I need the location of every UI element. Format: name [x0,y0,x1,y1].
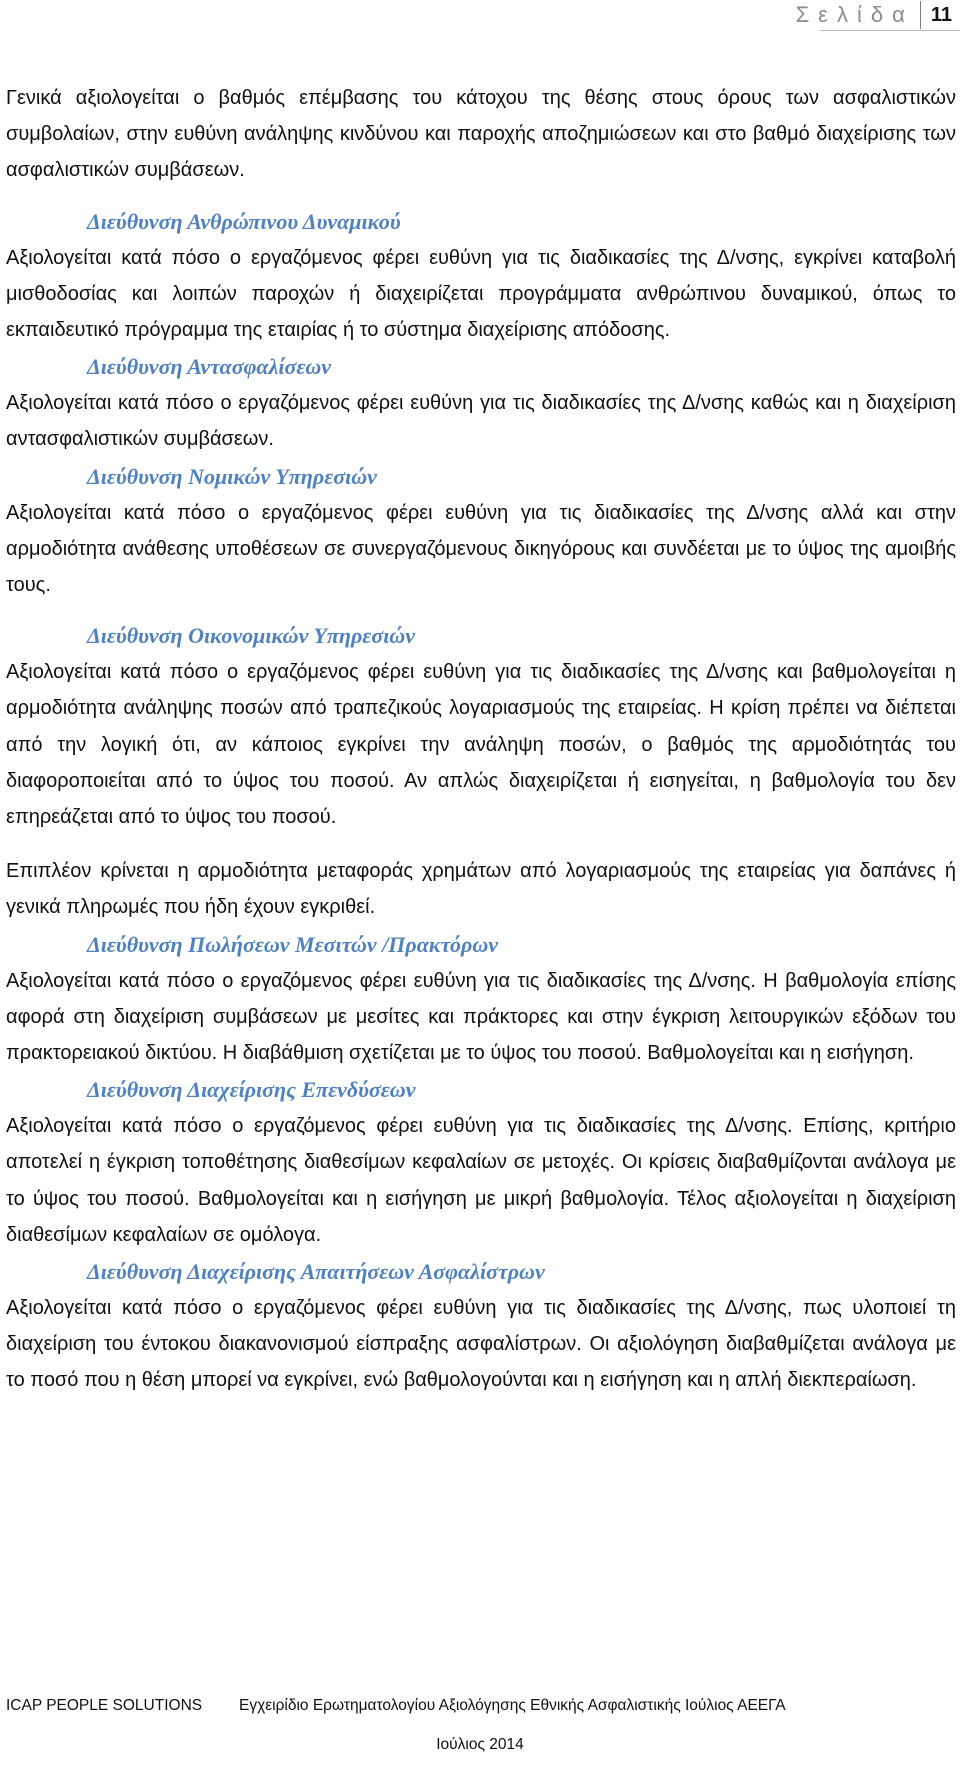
page-header [796,0,952,30]
section-investments-paragraph: Αξιολογείται κατά πόσο ο εργαζόμενος φέρει ευθύνη για τις διαδικασίες της Δ/νσης. Επίσης, κριτήριο αποτελεί η έγκριση τοποθέτησης διαθεσίμων κεφαλαίων σε μετοχές. Οι κρίσεις διαβαθμίζονται ανάλογα με το ύψος του ποσού. Βαθμολογείται και η εισήγηση με μικρή βαθμολογία. Τέλος αξιολογείται η διαχείριση διαθεσίμων κεφαλαίων σε ομόλογα. [6,1115,956,1246]
section-finance-paragraph-2: Επιπλέον κρίνεται η αρμοδιότητα μεταφοράς χρημάτων από λογαριασμούς της εταιρείας για δαπάνες ή γενικά πληρωμές που ήδη έχουν εγκριθεί. [6,860,956,919]
intro-paragraph: Γενικά αξιολογείται ο βαθμός επέμβασης του κάτοχου της θέσης στους όρους των ασφαλιστικών συμβολαίων, στην ευθύνη ανάληψης κινδύνου και παροχής αποζημιώσεων και στο βαθμό διαχείρισης των ασφαλιστικών συμβάσεων. [6,87,956,182]
page-label: Σελίδα [795,2,914,27]
page-number: 11 [930,3,952,26]
footer-document-title: Εγχειρίδιο Ερωτηματολογίου Αξιολόγησης Εθνικής Ασφαλιστικής Ιούλιος ΑΕΕΓΑ [239,1697,786,1714]
section-finance-paragraph: Αξιολογείται κατά πόσο ο εργαζόμενος φέρει ευθύνη για τις διαδικασίες της Δ/νσης και βαθμολογείται η αρμοδιότητα ανάληψης ποσών από τραπεζικούς λογαριασμούς της εταιρείας. Η κρίση πρέπει να διέπεται από την λογική ότι, αν κάποιος εγκρίνει την ανάληψη ποσών, ο βαθμός της αρμοδιότητάς του διαφοροποιείται από το ύψος του ποσού. Αν απλώς διαχειρίζεται ή εισηγείται, η βαθμολογία του δεν επηρεάζεται από το ύψος του ποσού. [6,661,956,829]
header-rule [820,30,960,31]
section-heading-legal: Διεύθυνση Νομικών Υπηρεσιών [87,463,377,489]
section-heading-reinsurance: Διεύθυνση Αντασφαλίσεων [87,354,332,380]
footer-date: Ιούλιος 2014 [436,1736,524,1753]
header-separator [920,1,921,29]
section-reinsurance-paragraph: Αξιολογείται κατά πόσο ο εργαζόμενος φέρει ευθύνη για τις διαδικασίες της Δ/νσης καθώς και η διαχείριση αντασφαλιστικών συμβάσεων. [6,392,956,451]
section-heading-premium-claims: Διεύθυνση Διαχείρισης Απαιτήσεων Ασφαλίστρων [87,1259,545,1285]
section-premium-claims-paragraph: Αξιολογείται κατά πόσο ο εργαζόμενος φέρει ευθύνη για τις διαδικασίες της Δ/νσης, πως υλοποιεί τη διαχείριση του έντοκου διακανονισμού είσπραξης ασφαλίστρων. Οι αξιολόγηση διαβαθμίζεται ανάλογα με το ποσό που η θέση μπορεί να εγκρίνει, ενώ βαθμολογούνται και η εισήγηση και η απλή διεκπεραίωση. [6,1297,956,1392]
section-hr-paragraph: Αξιολογείται κατά πόσο ο εργαζόμενος φέρει ευθύνη για τις διαδικασίες της Δ/νσης, εγκρίνει καταβολή μισθοδοσίας και λοιπών παροχών ή διαχειρίζεται προγράμματα ανθρώπινου δυναμικού, όπως το εκπαιδευτικό πρόγραμμα της εταιρίας ή το σύστημα διαχείρισης απόδοσης. [6,246,956,342]
footer-company: ICAP PEOPLE SOLUTIONS [6,1697,203,1714]
section-legal-paragraph: Αξιολογείται κατά πόσο ο εργαζόμενος φέρει ευθύνη για τις διαδικασίες της Δ/νσης αλλά και στην αρμοδιότητα ανάθεσης υποθέσεων σε συνεργαζόμενους δικηγόρους και συνδέεται με το ύψος της αμοιβής τους. [6,501,956,597]
section-heading-investments: Διεύθυνση Διαχείρισης Επενδύσεων [87,1077,416,1103]
section-sales-paragraph: Αξιολογείται κατά πόσο ο εργαζόμενος φέρει ευθύνη για τις διαδικασίες της Δ/νσης. Η βαθμολογία επίσης αφορά στη διαχείριση συμβάσεων με μεσίτες και πράκτορες και στην έγκριση λειτουργικών εξόδων του πρακτορειακού δικτύου. Η διαβάθμιση σχετίζεται με το ύψος του ποσού. Βαθμολογείται και η εισήγηση. [6,969,956,1065]
section-heading-hr: Διεύθυνση Ανθρώπινου Δυναμικού [87,208,401,234]
section-heading-sales: Διεύθυνση Πωλήσεων Μεσιτών /Πρακτόρων [87,931,499,957]
section-heading-finance: Διεύθυνση Οικονομικών Υπηρεσιών [87,623,415,649]
document-body [6,80,956,1399]
